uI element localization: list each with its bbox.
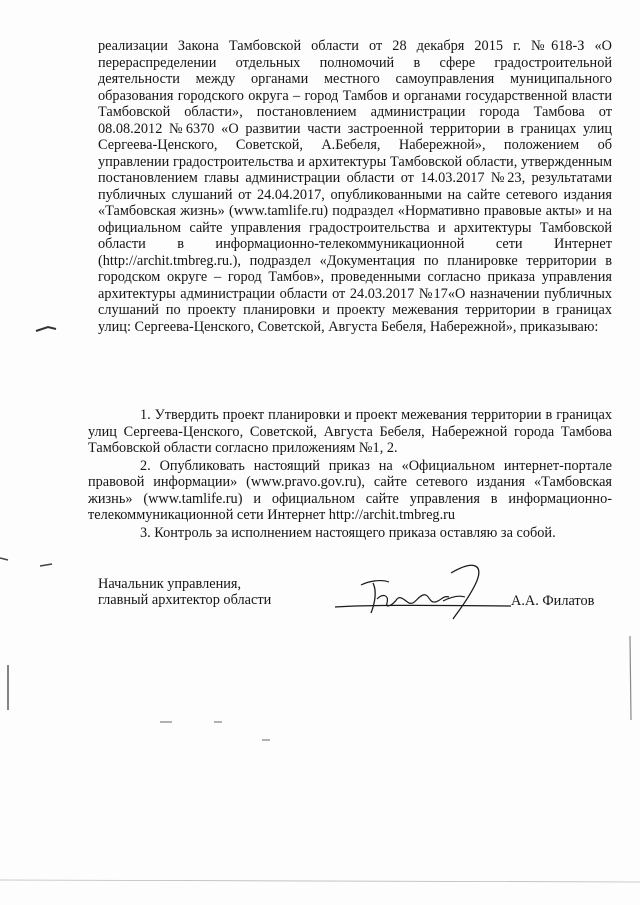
order-item-3: 3. Контроль за исполнением настоящего приказа оставляю за собой. bbox=[140, 524, 556, 541]
scan-mark-left-2 bbox=[0, 558, 8, 560]
preamble-text: реализации Закона Тамбовской области от 28 декабря 2015 г. №618-З «О перераспределении отдельных полномочий в сфере градостроительной деятельности между органами местного самоуправления муниципального образования городского округа – город Тамбов и органами государственной власти Тамбовской области», постановлением администрации города Тамбова от 08.08.2012 №6370 «О развитии части застроенной территории в границах улиц Сергеева-Ценского, Советской, А.Бебеля, Набережной», положением об управлении градостроительства и архитектуры Тамбовской области, утвержденным постановлением главы администрации области от 14.03.2017 №23, результатами публичных слушаний от 24.04.2017, опубликованными на сайте сетевого издания «Тамбовская жизнь» (www.tamlife.ru) подраздел «Нормативно правовые акты» и на официальном сайте управления градостроительства и архитектуры Тамбовской области в информационно-телекоммуникационной сети Интернет (http://archit.tmbreg.ru.), подраздел «Документация по планировке территории в городском округе – город Тамбов», проведенными согласно приказа управления архитектуры администрации области от 24.03.2017 №17«О назначении публичных слушаний по проекту планировки и проекту межевания территории в границах улиц: Сергеева-Ценского, Советской, Августа Бебеля, Набережной», приказываю: bbox=[98, 38, 612, 335]
scan-mark-bottom-line bbox=[0, 880, 640, 882]
order-items bbox=[88, 407, 612, 542]
order-item-1: 1. Утвердить проект планировки и проект межевания территории в границах улиц Сергеева-Ценского, Советской, Августа Бебеля, Набережной города Тамбова Тамбовской области согласно приложениям №1, 2. bbox=[88, 407, 612, 456]
signatory-position-line1: Начальник управления, bbox=[98, 576, 242, 592]
scan-mark-left-1 bbox=[36, 327, 56, 331]
signatory-name: А.А. Филатов bbox=[511, 593, 595, 609]
signatory-position bbox=[98, 576, 271, 608]
scan-mark-dashes bbox=[160, 722, 270, 740]
preamble-paragraph bbox=[98, 38, 612, 335]
signatory-position-line2: главный архитектор области bbox=[98, 592, 272, 608]
handwritten-signature bbox=[325, 555, 515, 625]
scan-mark-left-3 bbox=[40, 564, 52, 566]
scan-mark-right-edge bbox=[630, 636, 631, 720]
order-item-2: 2. Опубликовать настоящий приказ на «Официальном интернет-портале правовой информации» (www.pravo.gov.ru), сайте сетевого издания «Тамбовская жизнь» (www.tamlife.ru) и официальном сайте управления в информационно-телекоммуникационной сети Интернет http://archit.tmbreg.ru bbox=[88, 457, 612, 523]
